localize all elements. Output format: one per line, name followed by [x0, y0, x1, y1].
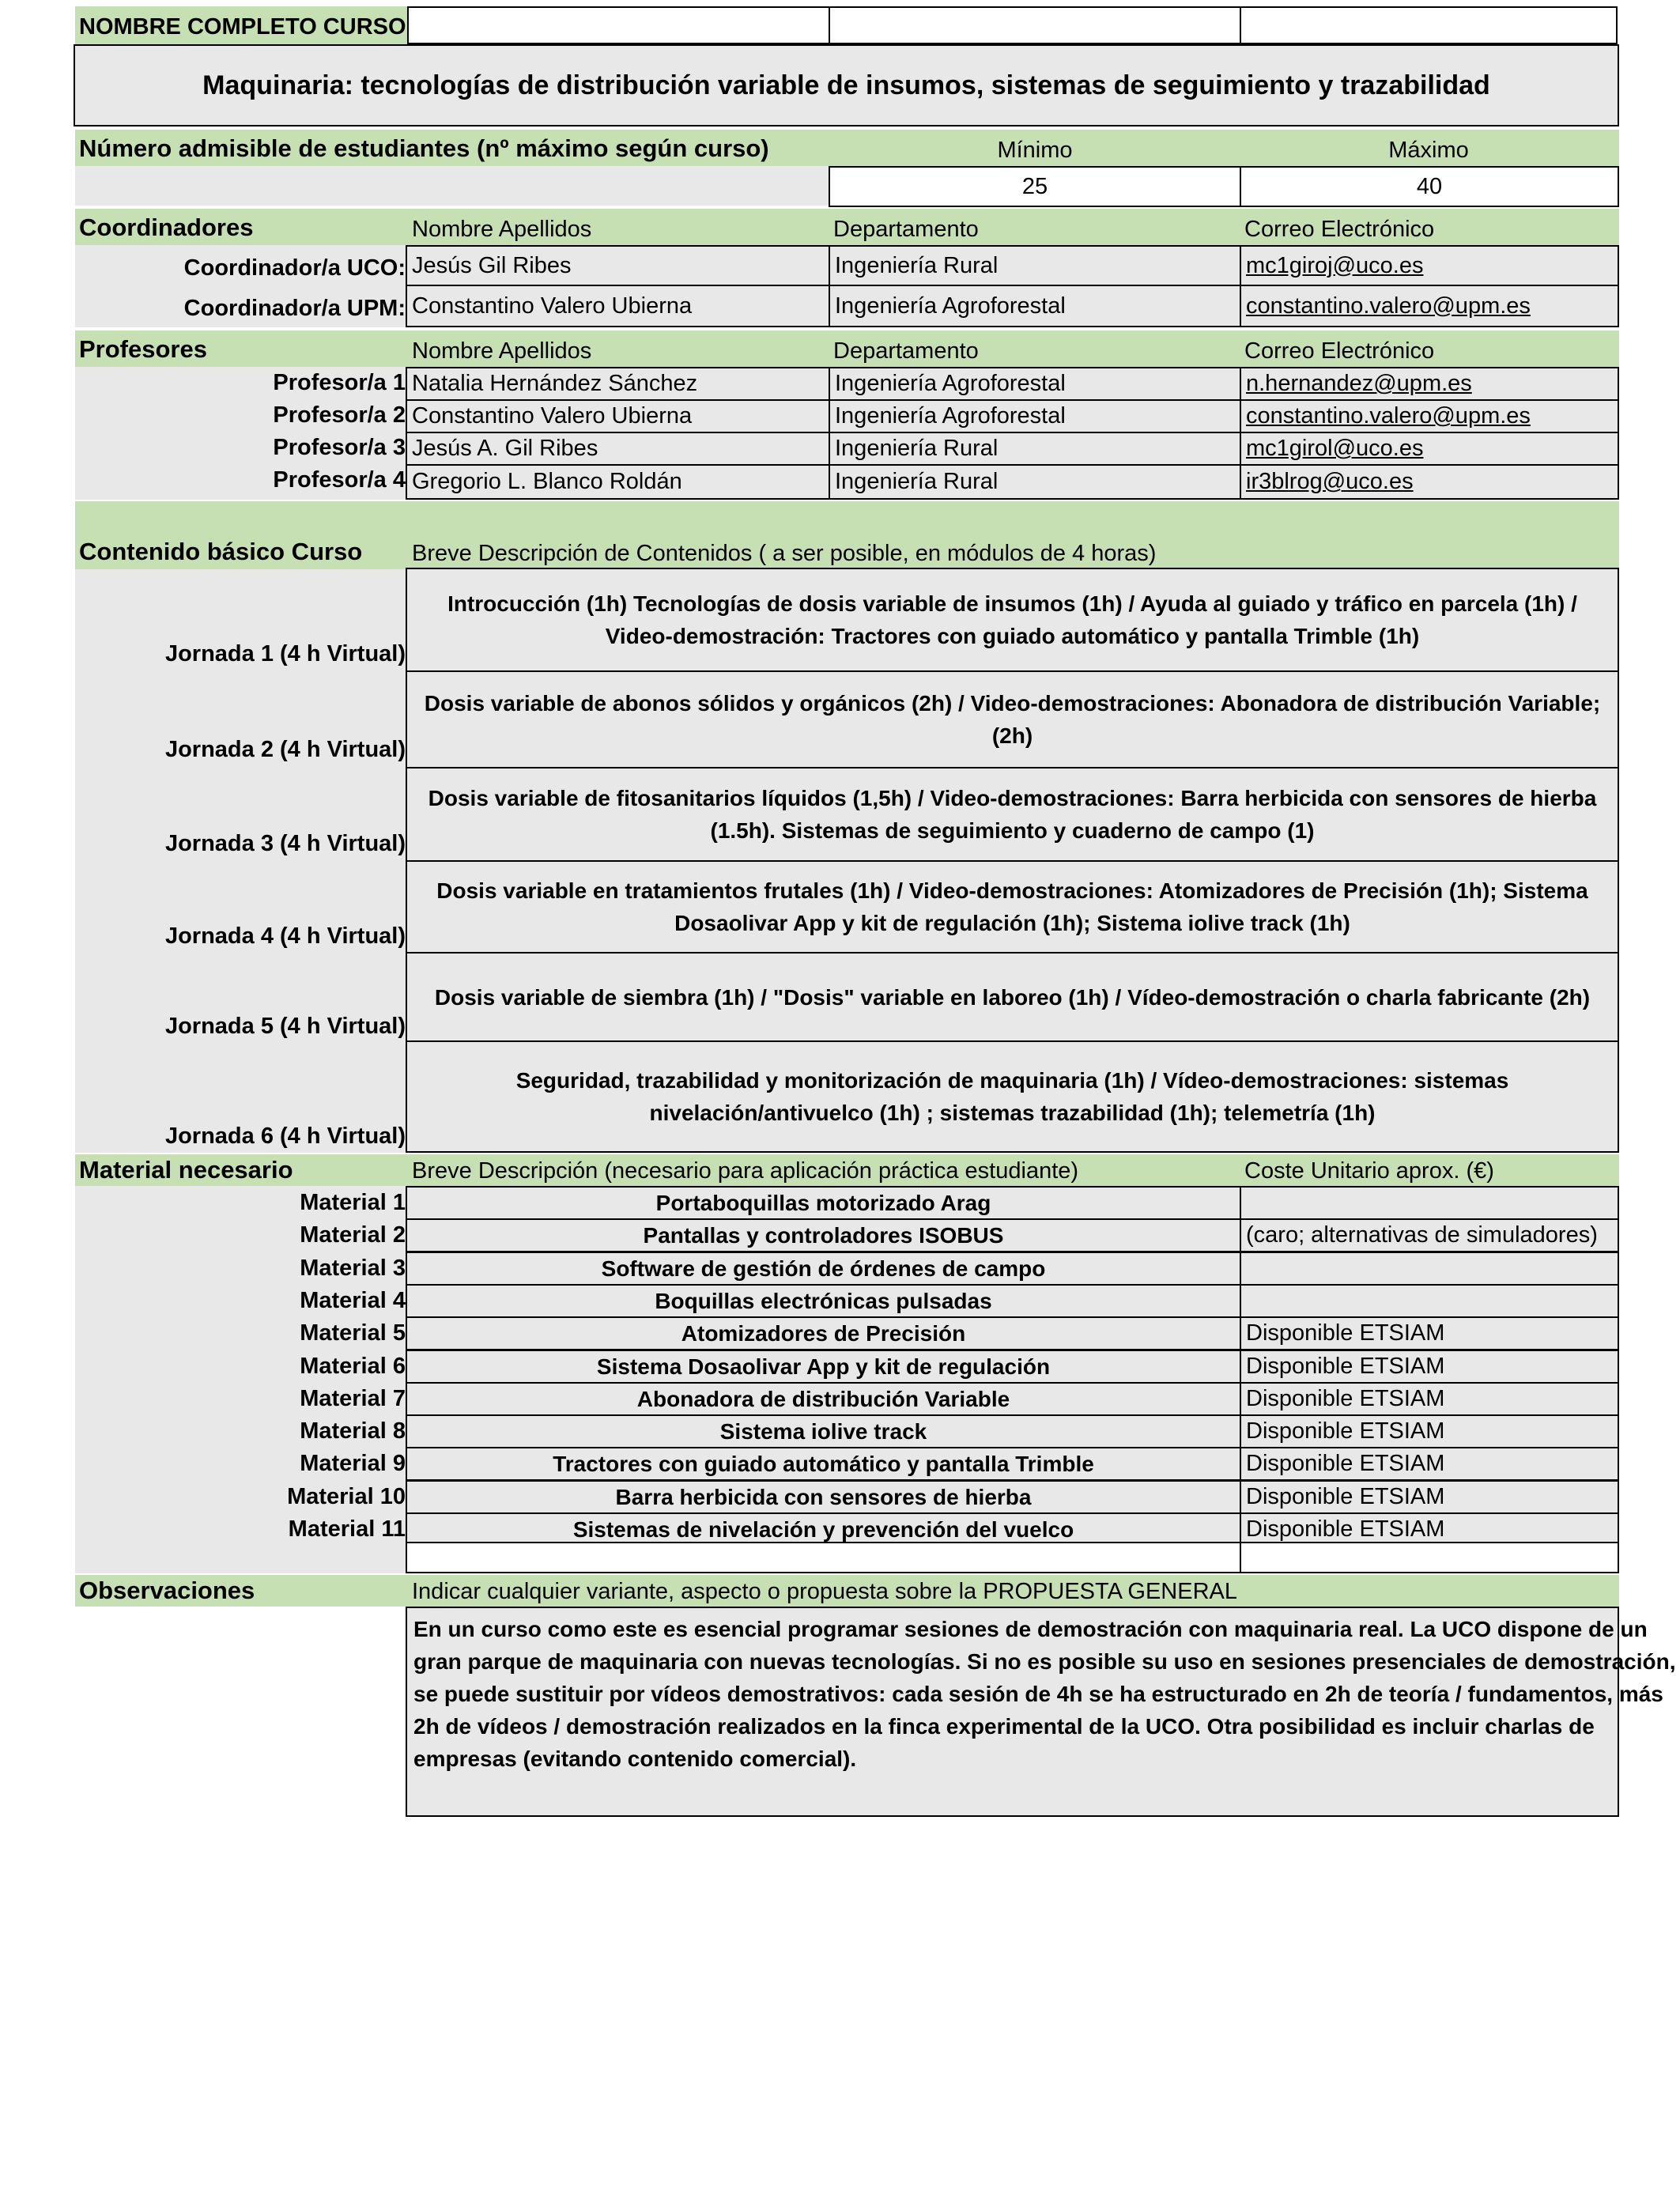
professor-3-label: Profesor/a 3	[273, 435, 406, 460]
material-label: Material 11	[288, 1516, 406, 1542]
material-description[interactable]: Software de gestión de órdenes de campo	[406, 1252, 1241, 1286]
professors-heading: Profesores	[79, 335, 207, 363]
material-cost[interactable]: Disponible ETSIAM	[1240, 1350, 1619, 1384]
coordinator-upm-name[interactable]: Constantino Valero Ubierna	[406, 285, 830, 327]
material-cost[interactable]: Disponible ETSIAM	[1240, 1382, 1619, 1416]
material-cost[interactable]: (caro; alternativas de simuladores)	[1240, 1218, 1619, 1252]
course-title: Maquinaria: tecnologías de distribución variable de insumos, sistemas de seguimiento y trazabilidad	[202, 70, 1490, 100]
material-label: Material 9	[300, 1451, 406, 1476]
professor-3-dept[interactable]: Ingeniería Rural	[829, 432, 1241, 466]
coordinator-uco-dept[interactable]: Ingeniería Rural	[829, 245, 1241, 286]
professor-1-name[interactable]: Natalia Hernández Sánchez	[406, 367, 830, 401]
material-label: Material 1	[300, 1190, 406, 1215]
material-label: Material 6	[300, 1354, 406, 1379]
coordinator-uco-label: Coordinador/a UCO:	[183, 255, 406, 281]
students-label: Número admisible de estudiantes (nº máximo según curso)	[79, 134, 769, 162]
session-2-label: Jornada 2 (4 h Virtual)	[164, 737, 406, 762]
material-label: Material 7	[300, 1386, 406, 1411]
material-label: Material 2	[300, 1222, 406, 1248]
material-description[interactable]: Tractores con guiado automático y pantalla Trimble	[406, 1447, 1241, 1481]
material-cost[interactable]	[1240, 1186, 1619, 1220]
session-6-text[interactable]: Seguridad, trazabilidad y monitorización de maquinaria (1h) / Vídeo-demostraciones: sistemas nivelación/antivuelco (1h) ; sistemas trazabilidad (1h); telemetría (1h)	[406, 1040, 1619, 1153]
professor-1-email[interactable]: n.hernandez@upm.es	[1240, 367, 1619, 401]
material-description[interactable]: Pantallas y controladores ISOBUS	[406, 1218, 1241, 1252]
professors-col-dept: Departamento	[833, 338, 979, 364]
material-empty-cost[interactable]	[1240, 1542, 1619, 1573]
session-1-label: Jornada 1 (4 h Virtual)	[164, 641, 406, 667]
professor-4-name[interactable]: Gregorio L. Blanco Roldán	[406, 464, 830, 500]
session-2-text[interactable]: Dosis variable de abonos sólidos y orgánicos (2h) / Video-demostraciones: Abonadora de distribución Variable; (2h)	[406, 670, 1619, 768]
course-name-cell-2[interactable]	[829, 6, 1241, 44]
professor-2-dept[interactable]: Ingeniería Agroforestal	[829, 399, 1241, 433]
material-label: Material 8	[300, 1418, 406, 1444]
professor-2-label: Profesor/a 2	[273, 402, 406, 428]
coordinator-uco-name[interactable]: Jesús Gil Ribes	[406, 245, 830, 286]
material-description[interactable]: Sistema iolive track	[406, 1414, 1241, 1448]
professor-4-email[interactable]: ir3blrog@uco.es	[1240, 464, 1619, 500]
course-label: NOMBRE COMPLETO CURSO	[79, 14, 406, 40]
session-3-text[interactable]: Dosis variable de fitosanitarios líquidos (1,5h) / Video-demostraciones: Barra herbicida con sensores de hierba (1.5h). Sistemas de seguimiento y cuaderno de campo (1)	[406, 767, 1619, 862]
session-1-text[interactable]: Introcucción (1h) Tecnologías de dosis variable de insumos (1h) / Ayuda al guiado y tráfico en parcela (1h) / Video-demostración: Tractores con guiado automático y pantalla Trimble (1h)	[406, 568, 1619, 672]
professor-4-label: Profesor/a 4	[273, 467, 406, 493]
professors-col-email: Correo Electrónico	[1244, 338, 1435, 364]
coordinator-uco-email[interactable]: mc1giroj@uco.es	[1240, 245, 1619, 286]
students-min-value[interactable]: 25	[829, 166, 1241, 207]
professor-4-dept[interactable]: Ingeniería Rural	[829, 464, 1241, 500]
material-cost[interactable]: Disponible ETSIAM	[1240, 1414, 1619, 1448]
session-6-label: Jornada 6 (4 h Virtual)	[164, 1123, 406, 1149]
course-name-cell-1[interactable]	[407, 6, 830, 44]
observations-heading: Observaciones	[79, 1577, 255, 1604]
materials-description-label: Breve Descripción (necesario para aplicación práctica estudiante)	[412, 1158, 1079, 1184]
material-label: Material 4	[300, 1288, 406, 1313]
professor-3-name[interactable]: Jesús A. Gil Ribes	[406, 432, 830, 466]
students-max-label: Máximo	[1388, 138, 1469, 163]
material-description[interactable]: Sistema Dosaolivar App y kit de regulación	[406, 1350, 1241, 1384]
content-description-label: Breve Descripción de Contenidos ( a ser posible, en módulos de 4 horas)	[412, 541, 1157, 566]
professor-1-dept[interactable]: Ingeniería Agroforestal	[829, 367, 1241, 401]
material-description[interactable]: Boquillas electrónicas pulsadas	[406, 1284, 1241, 1318]
material-cost[interactable]: Disponible ETSIAM	[1240, 1480, 1619, 1514]
observations-line-1: En un curso como este es esencial programar sesiones de demostración con maquinaria real. La UCO dispone de un	[413, 1617, 1648, 1641]
coordinators-col-email: Correo Electrónico	[1244, 217, 1435, 242]
material-cost[interactable]: Disponible ETSIAM	[1240, 1316, 1619, 1350]
materials-heading: Material necesario	[79, 1156, 293, 1184]
course-title-box	[74, 44, 1619, 127]
observations-line-3: se puede sustituir por vídeos demostrativos: cada sesión de 4h se ha estructurado en 2h de teoría / fundamentos, más	[413, 1682, 1663, 1706]
session-5-label: Jornada 5 (4 h Virtual)	[164, 1014, 406, 1039]
session-4-text[interactable]: Dosis variable en tratamientos frutales (1h) / Video-demostraciones: Atomizadores de Precisión (1h); Sistema Dosaolivar App y kit de regulación (1h); Sistema iolive track (1h)	[406, 860, 1619, 954]
professor-3-email[interactable]: mc1girol@uco.es	[1240, 432, 1619, 466]
coordinator-upm-label: Coordinador/a UPM:	[183, 296, 406, 321]
material-description[interactable]: Sistemas de nivelación y prevención del vuelco	[406, 1512, 1241, 1546]
material-cost[interactable]	[1240, 1252, 1619, 1286]
material-description[interactable]: Barra herbicida con sensores de hierba	[406, 1480, 1241, 1514]
material-label: Material 10	[287, 1484, 406, 1509]
professors-col-name: Nombre Apellidos	[412, 338, 592, 364]
coordinator-upm-dept[interactable]: Ingeniería Agroforestal	[829, 285, 1241, 327]
observations-hint: Indicar cualquier variante, aspecto o propuesta sobre la PROPUESTA GENERAL	[412, 1579, 1237, 1604]
coordinator-upm-email[interactable]: constantino.valero@upm.es	[1240, 285, 1619, 327]
coordinators-heading: Coordinadores	[79, 213, 254, 241]
observations-line-5: empresas (evitando contenido comercial).	[413, 1747, 857, 1771]
material-description[interactable]: Portaboquillas motorizado Arag	[406, 1186, 1241, 1220]
coordinators-col-dept: Departamento	[833, 217, 979, 242]
content-heading: Contenido básico Curso	[79, 538, 363, 565]
material-empty-desc[interactable]	[406, 1542, 1241, 1573]
material-label: Material 5	[300, 1320, 406, 1346]
students-max-value[interactable]: 40	[1240, 166, 1619, 207]
students-empty-bg	[75, 166, 829, 206]
professor-1-label: Profesor/a 1	[273, 370, 406, 395]
coordinators-col-name: Nombre Apellidos	[412, 217, 592, 242]
material-description[interactable]: Abonadora de distribución Variable	[406, 1382, 1241, 1416]
professor-2-email[interactable]: constantino.valero@upm.es	[1240, 399, 1619, 433]
material-cost[interactable]: Disponible ETSIAM	[1240, 1447, 1619, 1481]
course-name-cell-3[interactable]	[1240, 6, 1618, 44]
material-cost[interactable]: Disponible ETSIAM	[1240, 1512, 1619, 1546]
material-label: Material 3	[300, 1256, 406, 1281]
observations-line-2: gran parque de maquinaria con nuevas tecnologías. Si no es posible su uso en sesiones presenciales de demostración,	[413, 1649, 1676, 1674]
students-min-label: Mínimo	[997, 138, 1073, 163]
observations-line-4: 2h de vídeos / demostración realizados en la finca experimental de la UCO. Otra posibilidad es incluir charlas de	[413, 1714, 1595, 1739]
session-3-label: Jornada 3 (4 h Virtual)	[164, 831, 406, 856]
material-description[interactable]: Atomizadores de Precisión	[406, 1316, 1241, 1350]
session-4-label: Jornada 4 (4 h Virtual)	[164, 923, 406, 949]
session-5-text[interactable]: Dosis variable de siembra (1h) / "Dosis" variable en laboreo (1h) / Vídeo-demostración o charla fabricante (2h)	[406, 952, 1619, 1042]
observations-textbox[interactable]	[406, 1607, 1676, 1817]
material-cost[interactable]	[1240, 1284, 1619, 1318]
professor-2-name[interactable]: Constantino Valero Ubierna	[406, 399, 830, 433]
materials-cost-label: Coste Unitario aprox. (€)	[1244, 1158, 1494, 1184]
